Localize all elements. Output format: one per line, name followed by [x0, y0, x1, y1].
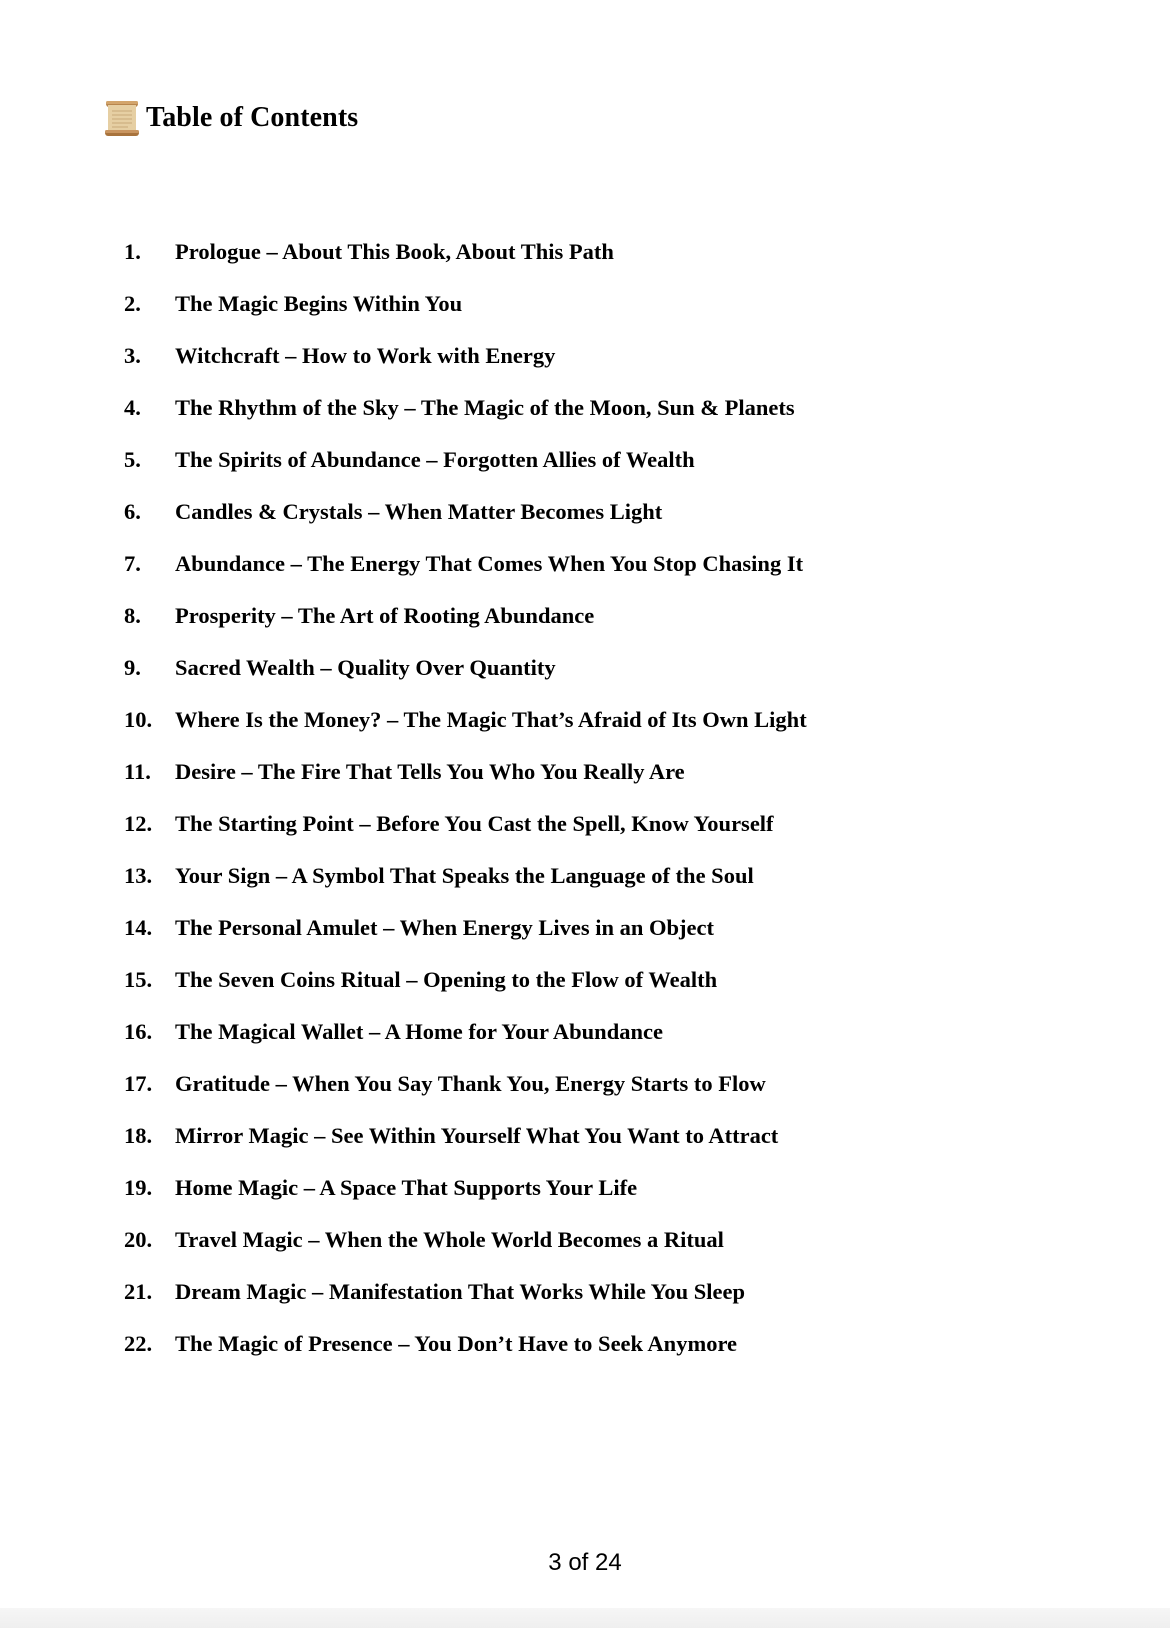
toc-entry[interactable]: [124, 902, 807, 954]
toc-entry-title: Abundance – The Energy That Comes When You Stop Chasing It: [175, 551, 804, 576]
toc-entry-number: 1.: [124, 239, 141, 264]
toc-entry-number: 6.: [124, 499, 141, 524]
toc-entry[interactable]: [124, 1266, 807, 1318]
toc-entry-number: 4.: [124, 395, 141, 420]
toc-entry-title: The Magic Begins Within You: [175, 291, 463, 316]
toc-entry-title: The Seven Coins Ritual – Opening to the Flow of Wealth: [175, 967, 718, 992]
toc-entry-title: Sacred Wealth – Quality Over Quantity: [175, 655, 556, 680]
toc-entry-title: The Magical Wallet – A Home for Your Abundance: [175, 1019, 663, 1044]
toc-entry-title: The Starting Point – Before You Cast the Spell, Know Yourself: [175, 811, 774, 836]
toc-entry[interactable]: [124, 434, 807, 486]
toc-entry-number: 8.: [124, 603, 141, 628]
toc-entry-number: 13.: [124, 863, 153, 888]
toc-entry-number: 18.: [124, 1123, 153, 1148]
toc-entry[interactable]: [124, 1058, 807, 1110]
toc-entry-title: Where Is the Money? – The Magic That’s Afraid of Its Own Light: [175, 707, 807, 732]
toc-entry-title: The Spirits of Abundance – Forgotten Allies of Wealth: [175, 447, 695, 472]
toc-entry[interactable]: [124, 798, 807, 850]
toc-entry-title: Gratitude – When You Say Thank You, Energy Starts to Flow: [175, 1071, 766, 1096]
toc-entry[interactable]: [124, 1214, 807, 1266]
viewer-bottom-edge: [0, 1608, 1170, 1628]
toc-entry[interactable]: [124, 1162, 807, 1214]
toc-entry-number: 17.: [124, 1071, 153, 1096]
toc-entry[interactable]: [124, 278, 807, 330]
toc-entry-number: 15.: [124, 967, 153, 992]
toc-entry-title: Dream Magic – Manifestation That Works While You Sleep: [175, 1279, 746, 1304]
toc-entry-number: 16.: [124, 1019, 153, 1044]
page-title: Table of Contents: [146, 102, 359, 133]
toc-entry-title: The Rhythm of the Sky – The Magic of the Moon, Sun & Planets: [175, 395, 795, 420]
toc-entry-number: 12.: [124, 811, 153, 836]
toc-entry[interactable]: [124, 590, 807, 642]
toc-entry[interactable]: [124, 382, 807, 434]
toc-entry-title: Desire – The Fire That Tells You Who You Really Are: [175, 759, 685, 784]
toc-entry[interactable]: [124, 642, 807, 694]
toc-entry[interactable]: [124, 1006, 807, 1058]
toc-entry[interactable]: [124, 226, 807, 278]
toc-entry-number: 22.: [124, 1331, 153, 1356]
toc-entry-number: 20.: [124, 1227, 153, 1252]
toc-entry-title: Your Sign – A Symbol That Speaks the Language of the Soul: [175, 863, 754, 888]
toc-entry-number: 10.: [124, 707, 153, 732]
toc-entry[interactable]: [124, 486, 807, 538]
page-number: 3 of 24: [548, 1549, 622, 1576]
toc-entry[interactable]: [124, 538, 807, 590]
toc-entry-title: Home Magic – A Space That Supports Your Life: [175, 1175, 638, 1200]
toc-entry-number: 19.: [124, 1175, 153, 1200]
toc-entry-number: 3.: [124, 343, 141, 368]
toc-entry-number: 11.: [124, 759, 151, 784]
toc-entry-title: Travel Magic – When the Whole World Becomes a Ritual: [175, 1227, 724, 1252]
toc-entry[interactable]: [124, 954, 807, 1006]
toc-entry-number: 21.: [124, 1279, 153, 1304]
toc-entry-number: 5.: [124, 447, 141, 472]
toc-entry-number: 14.: [124, 915, 153, 940]
toc-entry[interactable]: [124, 694, 807, 746]
toc-entry[interactable]: [124, 1318, 807, 1370]
toc-entry-number: 7.: [124, 551, 141, 576]
toc-entry-number: 9.: [124, 655, 141, 680]
table-of-contents: [124, 226, 807, 1370]
toc-entry-title: Prologue – About This Book, About This Path: [175, 239, 614, 264]
toc-heading: [104, 98, 358, 138]
toc-entry-title: The Personal Amulet – When Energy Lives in an Object: [175, 915, 714, 940]
toc-entry-title: Prosperity – The Art of Rooting Abundance: [175, 603, 595, 628]
toc-entry-title: Mirror Magic – See Within Yourself What You Want to Attract: [175, 1123, 779, 1148]
toc-entry-title: Candles & Crystals – When Matter Becomes Light: [175, 499, 663, 524]
toc-entry-title: The Magic of Presence – You Don’t Have to Seek Anymore: [175, 1331, 738, 1356]
toc-entry[interactable]: [124, 330, 807, 382]
toc-entry[interactable]: [124, 850, 807, 902]
toc-entry[interactable]: [124, 746, 807, 798]
toc-entry-number: 2.: [124, 291, 141, 316]
scroll-icon: [104, 99, 140, 137]
toc-entry-title: Witchcraft – How to Work with Energy: [175, 343, 556, 368]
toc-entry[interactable]: [124, 1110, 807, 1162]
